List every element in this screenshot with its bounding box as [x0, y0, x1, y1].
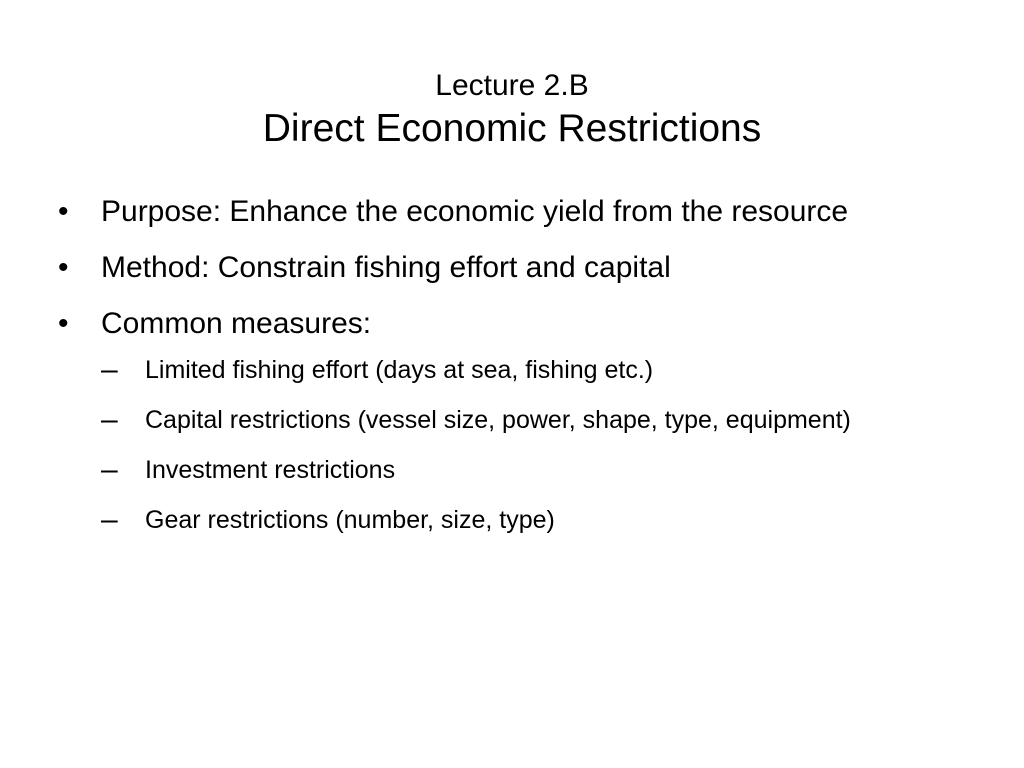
- bullet-text: Method: Constrain fishing effort and capital: [101, 251, 671, 284]
- dash-marker: –: [101, 403, 118, 436]
- bullet-item-purpose: [58, 190, 938, 234]
- dash-marker: –: [101, 353, 118, 386]
- bullet-item-method: [58, 246, 938, 290]
- bullet-marker: •: [58, 307, 69, 340]
- sub-item-gear-restrictions: [101, 500, 938, 540]
- dash-marker: –: [101, 453, 118, 486]
- sub-item-investment-restrictions: [101, 450, 938, 490]
- bullet-marker: •: [58, 251, 69, 284]
- sub-item-capital-restrictions: [101, 400, 938, 440]
- sub-item-limited-effort: [101, 350, 938, 390]
- bullet-item-common-measures: [58, 302, 938, 540]
- slide-title: [50, 68, 974, 153]
- sub-item-text: Limited fishing effort (days at sea, fishing etc.): [145, 356, 654, 384]
- sub-item-text: Investment restrictions: [145, 456, 396, 484]
- sub-item-text: Capital restrictions (vessel size, power, shape, type, equipment): [145, 406, 851, 434]
- title-lecture-number: Lecture 2.B: [435, 69, 589, 102]
- title-heading: Direct Economic Restrictions: [262, 107, 762, 150]
- bullet-text: Common measures:: [101, 307, 372, 340]
- bullet-list: [58, 190, 938, 552]
- bullet-marker: •: [58, 195, 69, 228]
- bullet-text: Purpose: Enhance the economic yield from the resource: [101, 195, 849, 228]
- dash-marker: –: [101, 503, 118, 536]
- sub-bullet-list: [101, 350, 938, 540]
- sub-item-text: Gear restrictions (number, size, type): [145, 506, 555, 534]
